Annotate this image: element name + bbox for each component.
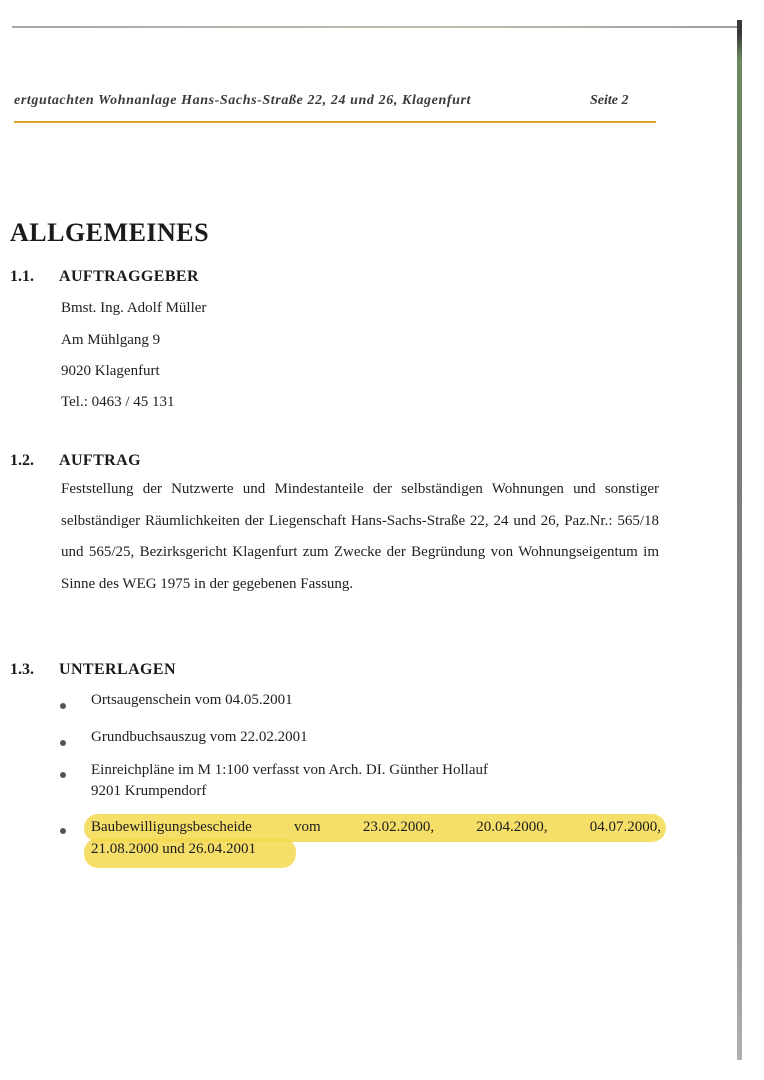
document-item-site-visit: Ortsaugenschein vom 04.05.2001 bbox=[91, 692, 293, 708]
document-item-building-permits bbox=[91, 816, 661, 860]
subsection-title-unterlagen: UNTERLAGEN bbox=[59, 661, 176, 678]
header-rule bbox=[14, 121, 656, 123]
permit-label: Baubewilligungsbescheide bbox=[91, 819, 252, 835]
permit-date: 04.07.2000, bbox=[589, 819, 661, 835]
client-name: Bmst. Ing. Adolf Müller bbox=[61, 300, 207, 316]
client-street: Am Mühlgang 9 bbox=[61, 332, 161, 348]
scan-right-edge bbox=[737, 20, 742, 1060]
order-description: Feststellung der Nutzwerte und Mindestanteile der selbständigen Wohnungen und sonstiger selbständiger Räumlichkeiten der Liegenschaft Hans-Sachs-Straße 22, 24 und 26, Paz.Nr.: 565/18 und 565/25, Bezirksgericht Klagenfurt zum Zwecke der Begründung von Wohnungseigentum im Sinne des WEG 1975 in der gegebenen Fassung. bbox=[61, 481, 659, 592]
document-item-land-register: Grundbuchsauszug vom 22.02.2001 bbox=[91, 729, 308, 745]
permit-date: 23.02.2000, bbox=[362, 819, 435, 835]
permit-dates-continued: 21.08.2000 und 26.04.2001 bbox=[91, 841, 256, 857]
subsection-number-1-1: 1.1. bbox=[10, 268, 34, 285]
document-item-plans: Einreichpläne im M 1:100 verfasst von Arch. DI. Günther Hollauf bbox=[91, 762, 488, 778]
running-header-title: ertgutachten Wohnanlage Hans-Sachs-Straße 22, 24 und 26, Klagenfurt bbox=[14, 93, 472, 108]
client-phone: Tel.: 0463 / 45 131 bbox=[61, 394, 175, 410]
subsection-title-auftraggeber: AUFTRAGGEBER bbox=[59, 268, 199, 285]
scan-top-edge-line bbox=[12, 26, 740, 28]
client-city: 9020 Klagenfurt bbox=[61, 363, 160, 379]
section-title: ALLGEMEINES bbox=[10, 218, 210, 247]
subsection-title-auftrag: AUFTRAG bbox=[59, 452, 141, 469]
bullet-icon bbox=[60, 828, 66, 834]
subsection-number-1-3: 1.3. bbox=[10, 661, 34, 678]
bullet-icon bbox=[60, 703, 66, 709]
permit-date: 20.04.2000, bbox=[476, 819, 548, 835]
page-number-label: Seite 2 bbox=[590, 93, 629, 108]
permit-vom: vom bbox=[293, 819, 321, 835]
document-item-plans-location: 9201 Krumpendorf bbox=[91, 783, 207, 799]
subsection-number-1-2: 1.2. bbox=[10, 452, 34, 469]
bullet-icon bbox=[60, 740, 66, 746]
bullet-icon bbox=[60, 772, 66, 778]
